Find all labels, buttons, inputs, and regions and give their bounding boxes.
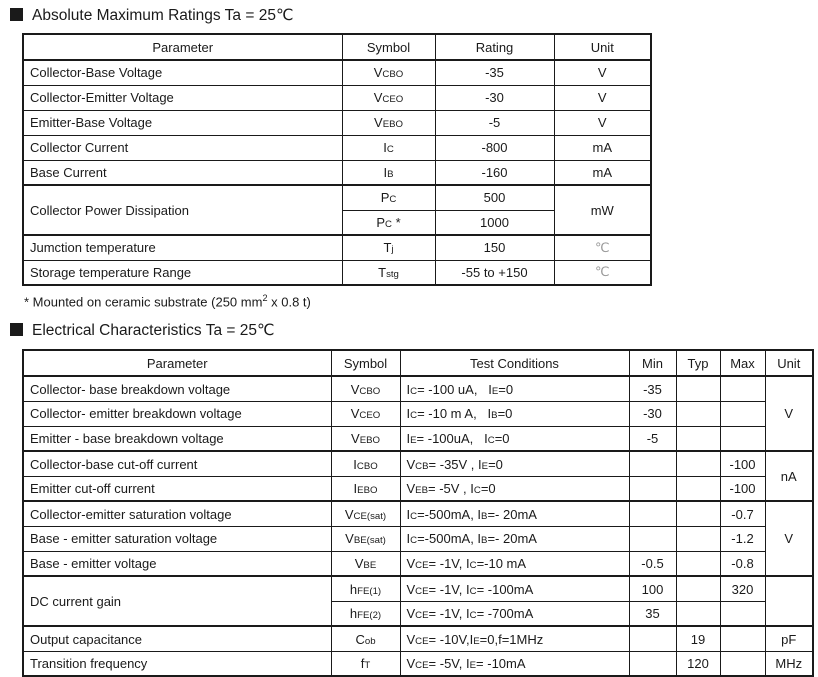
header-unit: Unit (765, 350, 813, 376)
max-cell: -1.2 (720, 526, 765, 551)
table-row (23, 260, 651, 285)
unit-cell (765, 576, 813, 626)
min-cell (629, 476, 676, 501)
table-row (23, 60, 651, 85)
rating-cell: -800 (435, 135, 554, 160)
table-row (23, 401, 813, 426)
table-row (23, 85, 651, 110)
min-cell (629, 626, 676, 651)
table-row (23, 451, 813, 476)
typ-cell (676, 476, 720, 501)
header-test-conditions: Test Conditions (400, 350, 629, 376)
symbol-cell: VEBO (331, 426, 400, 451)
typ-cell (676, 601, 720, 626)
rating-cell: -35 (435, 60, 554, 85)
header-typ: Typ (676, 350, 720, 376)
rating-cell: 500 (435, 185, 554, 210)
section1-title-text: Absolute Maximum Ratings Ta = 25℃ (32, 7, 294, 24)
unit-cell: V (554, 110, 651, 135)
table-row (23, 576, 813, 601)
param-cell: Emitter - base breakdown voltage (23, 426, 331, 451)
symbol-cell: VCEO (331, 401, 400, 426)
typ-cell (676, 551, 720, 576)
symbol-cell: IC (342, 135, 435, 160)
min-cell (629, 451, 676, 476)
section-title-electrical-characteristics (10, 321, 818, 341)
param-cell: Emitter cut-off current (23, 476, 331, 501)
param-cell: Collector-Base Voltage (23, 60, 342, 85)
param-cell: Collector-base cut-off current (23, 451, 331, 476)
test-conditions-cell: VCE= -1V, IC= -100mA (400, 576, 629, 601)
test-conditions-cell: IC=-500mA, IB=- 20mA (400, 526, 629, 551)
typ-cell (676, 501, 720, 526)
symbol-cell: VBE (331, 551, 400, 576)
rating-cell: -55 to +150 (435, 260, 554, 285)
table-header-row (23, 350, 813, 376)
table-row (23, 501, 813, 526)
header-unit: Unit (554, 34, 651, 60)
max-cell: -0.8 (720, 551, 765, 576)
symbol-cell: hFE(1) (331, 576, 400, 601)
typ-cell (676, 526, 720, 551)
param-cell: Collector Current (23, 135, 342, 160)
min-cell (629, 526, 676, 551)
unit-cell: mW (554, 185, 651, 235)
symbol-cell: IEBO (331, 476, 400, 501)
test-conditions-cell: IE= -100uA, IC=0 (400, 426, 629, 451)
param-cell: Output capacitance (23, 626, 331, 651)
max-cell (720, 401, 765, 426)
footnote: * Mounted on ceramic substrate (250 $mm^2$ x 0.8 t) (24, 293, 311, 310)
param-cell: Jumction temperature (23, 235, 342, 260)
min-cell: -5 (629, 426, 676, 451)
max-cell: 320 (720, 576, 765, 601)
symbol-cell: IB (342, 160, 435, 185)
symbol-cell: VCE(sat) (331, 501, 400, 526)
param-cell: Emitter-Base Voltage (23, 110, 342, 135)
typ-cell (676, 401, 720, 426)
min-cell: 35 (629, 601, 676, 626)
rating-cell: -30 (435, 85, 554, 110)
symbol-cell: VCEO (342, 85, 435, 110)
max-cell (720, 426, 765, 451)
table-row (23, 135, 651, 160)
max-cell: -100 (720, 476, 765, 501)
rating-cell: 1000 (435, 210, 554, 235)
symbol-cell: ICBO (331, 451, 400, 476)
symbol-cell: Tj (342, 235, 435, 260)
table-row (23, 526, 813, 551)
electrical-characteristics-table (22, 349, 814, 677)
header-rating: Rating (435, 34, 554, 60)
table-header-row (23, 34, 651, 60)
param-cell: Collector- base breakdown voltage (23, 376, 331, 401)
min-cell: -0.5 (629, 551, 676, 576)
param-cell: Transition frequency (23, 651, 331, 676)
section-title-absolute-maximum-ratings (10, 6, 818, 26)
param-cell: Collector-emitter saturation voltage (23, 501, 331, 526)
table-row (23, 185, 651, 210)
unit-cell: pF (765, 626, 813, 651)
symbol-cell: PC * (342, 210, 435, 235)
header-symbol: Symbol (331, 350, 400, 376)
table-row (23, 110, 651, 135)
table-row (23, 551, 813, 576)
param-cell: DC current gain (23, 576, 331, 626)
absolute-maximum-ratings-table (22, 33, 652, 286)
unit-cell: V (554, 60, 651, 85)
param-cell: Base Current (23, 160, 342, 185)
typ-cell (676, 426, 720, 451)
test-conditions-cell: IC=-500mA, IB=- 20mA (400, 501, 629, 526)
param-cell: Base - emitter saturation voltage (23, 526, 331, 551)
param-cell: Collector- emitter breakdown voltage (23, 401, 331, 426)
max-cell (720, 626, 765, 651)
header-symbol: Symbol (342, 34, 435, 60)
table-row (23, 476, 813, 501)
symbol-cell: Tstg (342, 260, 435, 285)
table-row (23, 235, 651, 260)
test-conditions-cell: VCE= -1V, IC=-10 mA (400, 551, 629, 576)
symbol-cell: fT (331, 651, 400, 676)
rating-cell: -160 (435, 160, 554, 185)
header-parameter: Parameter (23, 350, 331, 376)
unit-cell: V (765, 501, 813, 576)
symbol-cell: Cob (331, 626, 400, 651)
rating-cell: -5 (435, 110, 554, 135)
unit-cell: V (765, 376, 813, 451)
symbol-cell: VCBO (331, 376, 400, 401)
test-conditions-cell: VCE= -1V, IC= -700mA (400, 601, 629, 626)
symbol-cell: VBE(sat) (331, 526, 400, 551)
param-cell: Collector Power Dissipation (23, 185, 342, 235)
header-min: Min (629, 350, 676, 376)
unit-cell: V (554, 85, 651, 110)
max-cell: -100 (720, 451, 765, 476)
test-conditions-cell: VCB= -35V , IE=0 (400, 451, 629, 476)
typ-cell (676, 576, 720, 601)
typ-cell: 120 (676, 651, 720, 676)
symbol-cell: hFE(2) (331, 601, 400, 626)
header-parameter: Parameter (23, 34, 342, 60)
max-cell (720, 601, 765, 626)
unit-cell: MHz (765, 651, 813, 676)
test-conditions-cell: IC= -10 m A, IB=0 (400, 401, 629, 426)
test-conditions-cell: VCE= -5V, IE= -10mA (400, 651, 629, 676)
unit-cell: mA (554, 135, 651, 160)
header-max: Max (720, 350, 765, 376)
min-cell: -35 (629, 376, 676, 401)
black-square-icon (10, 323, 23, 336)
max-cell (720, 376, 765, 401)
test-conditions-cell: VEB= -5V , IC=0 (400, 476, 629, 501)
unit-cell: nA (765, 451, 813, 501)
table-row (23, 426, 813, 451)
param-cell: Base - emitter voltage (23, 551, 331, 576)
black-square-icon (10, 8, 23, 21)
min-cell: -30 (629, 401, 676, 426)
min-cell (629, 501, 676, 526)
test-conditions-cell: IC= -100 uA, IE=0 (400, 376, 629, 401)
table-row (23, 376, 813, 401)
table-row (23, 160, 651, 185)
unit-cell: ℃ (554, 235, 651, 260)
min-cell: 100 (629, 576, 676, 601)
unit-cell: ℃ (554, 260, 651, 285)
param-cell: Collector-Emitter Voltage (23, 85, 342, 110)
unit-cell: mA (554, 160, 651, 185)
symbol-cell: VEBO (342, 110, 435, 135)
test-conditions-cell: VCE= -10V,IE=0,f=1MHz (400, 626, 629, 651)
typ-cell (676, 376, 720, 401)
symbol-cell: VCBO (342, 60, 435, 85)
typ-cell: 19 (676, 626, 720, 651)
section2-title-text: Electrical Characteristics Ta = 25℃ (32, 322, 275, 340)
max-cell: -0.7 (720, 501, 765, 526)
table-row (23, 626, 813, 651)
param-cell: Storage temperature Range (23, 260, 342, 285)
symbol-cell: PC (342, 185, 435, 210)
rating-cell: 150 (435, 235, 554, 260)
typ-cell (676, 451, 720, 476)
